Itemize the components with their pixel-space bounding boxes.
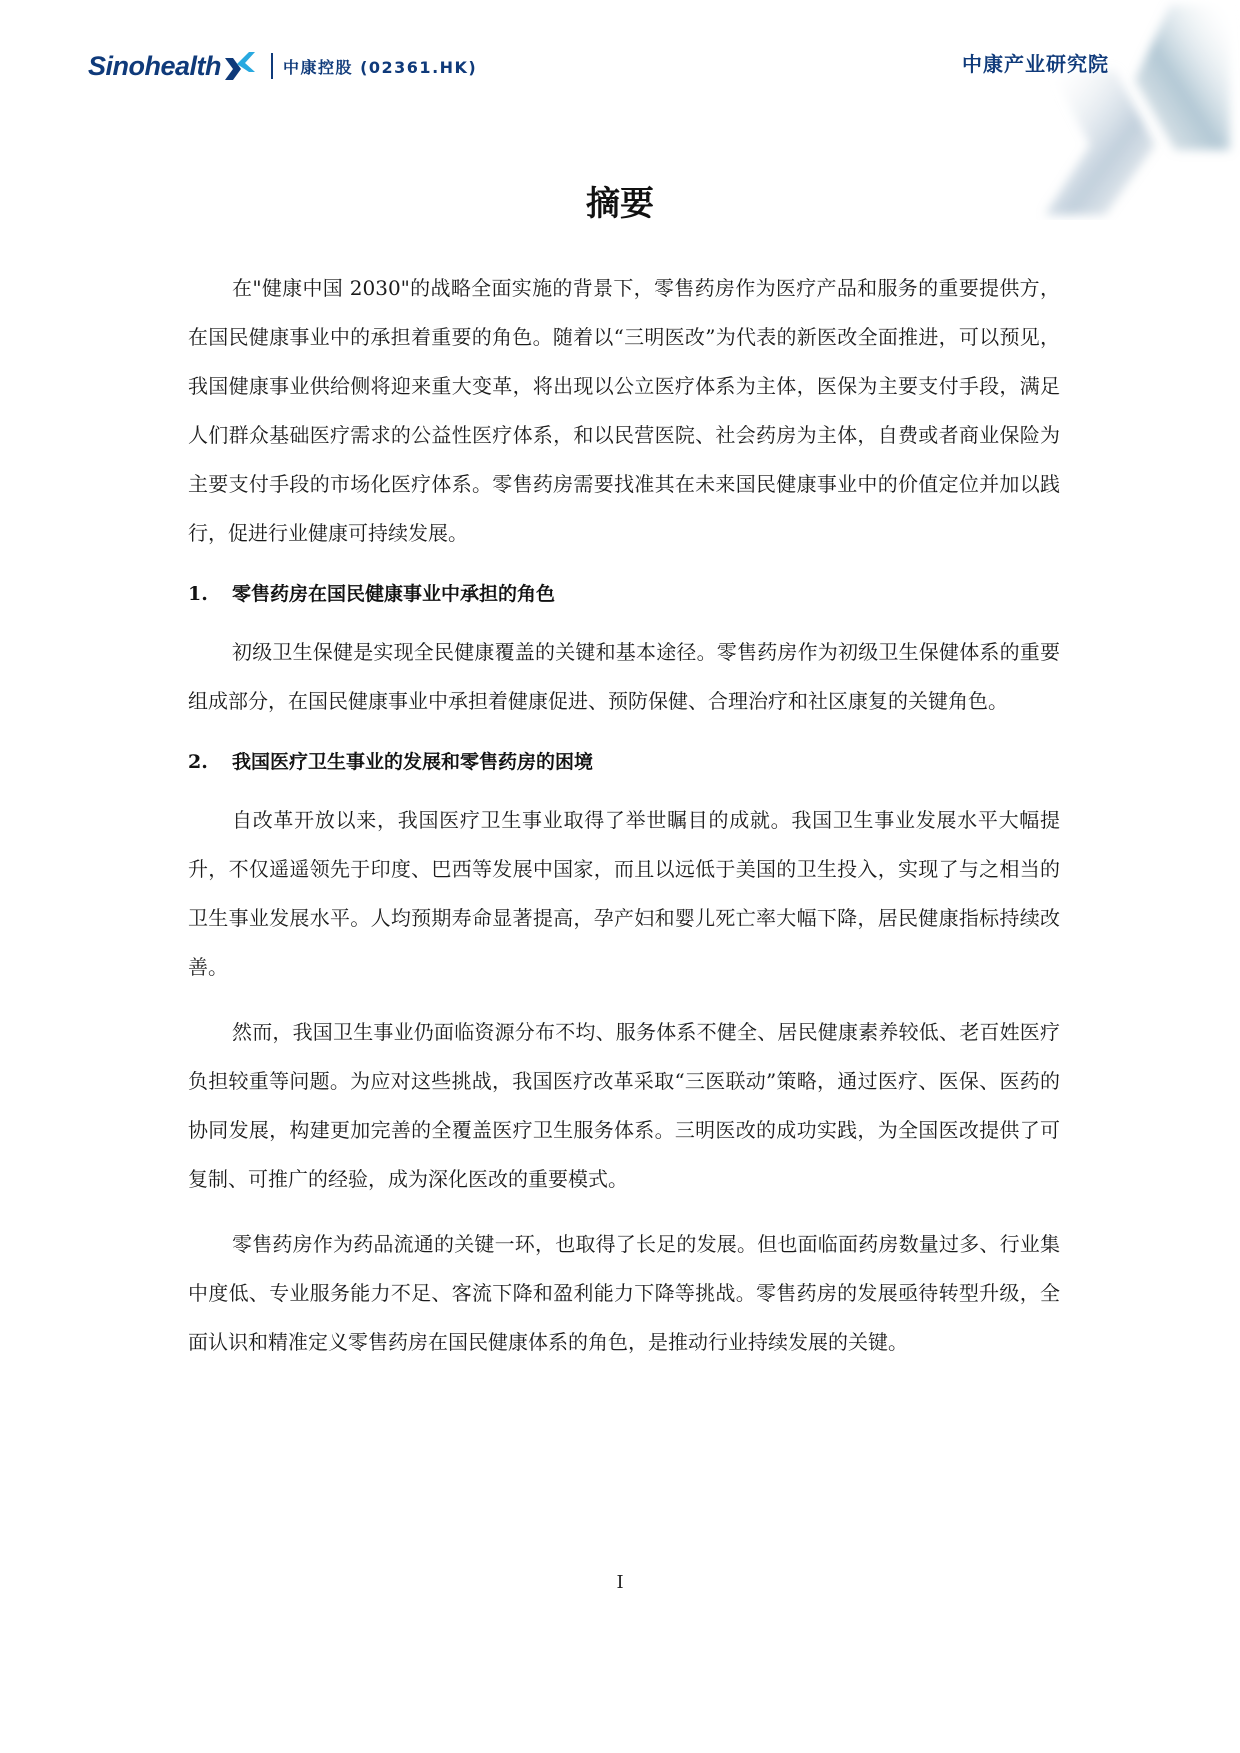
intro-paragraph: 在"健康中国 2030"的战略全面实施的背景下，零售药房作为医疗产品和服务的重要提供方，在国民健康事业中的承担着重要的角色。随着以“三明医改”为代表的新医改全面推进，可以预见，我国健康事业供给侧将迎来重大变革，将出现以公立医疗体系为主体，医保为主要支付手段，满足人们群众基础医疗需求的公益性医疗体系，和以民营医院、社会药房为主体，自费或者商业保险为主要支付手段的市场化医疗体系。零售药房需要找准其在未来国民健康事业中的价值定位并加以践行，促进行业健康可持续发展。 bbox=[188, 276, 1060, 545]
section-number: 1. bbox=[188, 583, 208, 605]
section-2-paragraph: 然而，我国卫生事业仍面临资源分布不均、服务体系不健全、居民健康素养较低、老百姓医疗负担较重等问题。为应对这些挑战，我国医疗改革采取“三医联动”策略，通过医疗、医保、医药的协同发展，构建更加完善的全覆盖医疗卫生服务体系。三明医改的成功实践，为全国医改提供了可复制、可推广的经验，成为深化医改的重要模式。 bbox=[188, 1020, 1060, 1191]
section-1-paragraph: 初级卫生保健是实现全民健康覆盖的关键和基本途径。零售药房作为初级卫生保健体系的重要组成部分，在国民健康事业中承担着健康促进、预防保健、合理治疗和社区康复的关键角色。 bbox=[188, 640, 1060, 713]
sinohealth-logo bbox=[88, 50, 477, 82]
section-number: 2. bbox=[188, 751, 208, 773]
section-2-paragraph: 自改革开放以来，我国医疗卫生事业取得了举世瞩目的成就。我国卫生事业发展水平大幅提升，不仅遥遥领先于印度、巴西等发展中国家，而且以远低于美国的卫生投入，实现了与之相当的卫生事业发展水平。人均预期寿命显著提高，孕产妇和婴儿死亡率大幅下降，居民健康指标持续改善。 bbox=[188, 808, 1060, 979]
page-header bbox=[0, 0, 1240, 130]
header-divider bbox=[271, 53, 273, 79]
logo-wordmark: Sinohealth bbox=[88, 50, 222, 81]
section-heading-2 bbox=[188, 742, 1060, 782]
document-title: 摘要 bbox=[586, 184, 654, 224]
company-label: 中康控股 (02361.HK) bbox=[283, 57, 478, 77]
document-body bbox=[188, 264, 1060, 1383]
section-title: 我国医疗卫生事业的发展和零售药房的困境 bbox=[232, 751, 594, 773]
section-title: 零售药房在国民健康事业中承担的角色 bbox=[232, 583, 556, 605]
section-heading-1 bbox=[188, 574, 1060, 614]
institute-name: 中康产业研究院 bbox=[962, 52, 1109, 76]
page-number: I bbox=[616, 1572, 624, 1593]
logo-chevron-icon bbox=[223, 50, 257, 82]
section-2-paragraph: 零售药房作为药品流通的关键一环，也取得了长足的发展。但也面临面药房数量过多、行业集中度低、专业服务能力不足、客流下降和盈利能力下降等挑战。零售药房的发展亟待转型升级，全面认识和精准定义零售药房在国民健康体系的角色，是推动行业持续发展的关键。 bbox=[188, 1232, 1060, 1354]
